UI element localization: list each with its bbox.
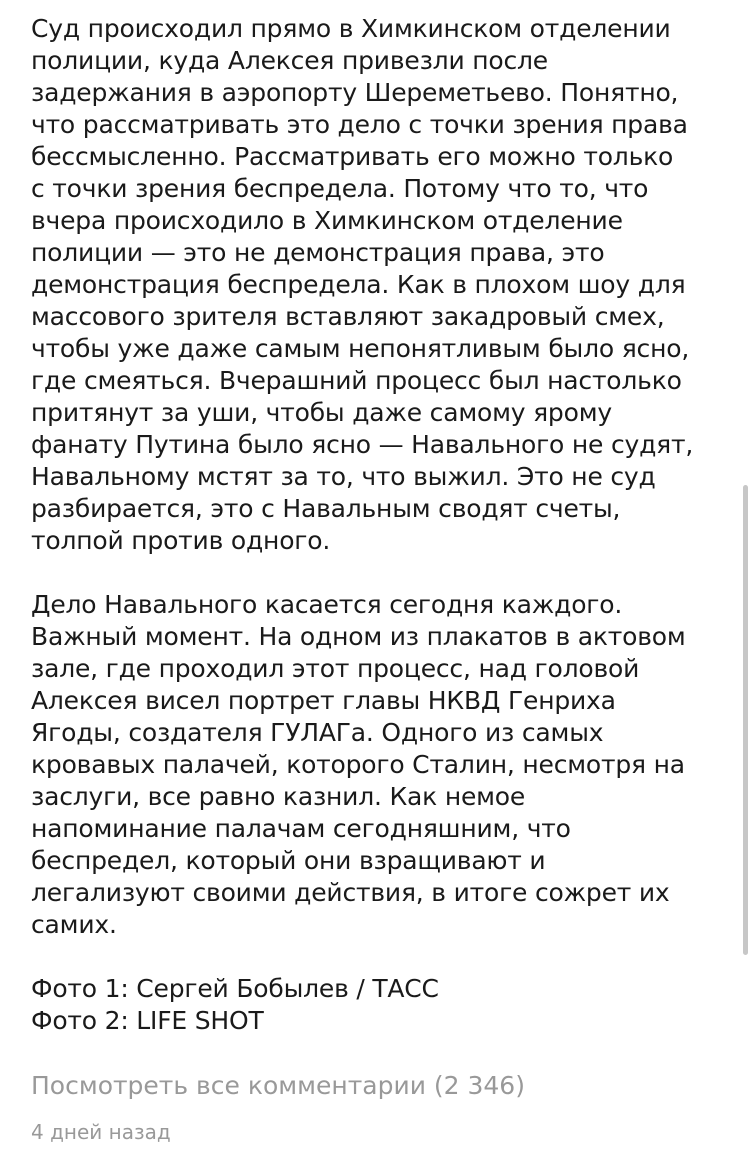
caption-line: демонстрация беспредела. Как в плохом шоу для xyxy=(31,270,686,299)
caption-line: Важный момент. На одном из плакатов в актовом xyxy=(31,622,686,651)
caption-line: толпой против одного. xyxy=(31,526,331,555)
caption-line: Ягоды, создателя ГУЛАГа. Одного из самых xyxy=(31,718,604,747)
paragraph-spacer xyxy=(31,941,731,973)
post-caption xyxy=(31,13,731,1037)
caption-line: напоминание палачам сегодняшним, что xyxy=(31,814,571,843)
caption-line: Дело Навального касается сегодня каждого. xyxy=(31,590,623,619)
caption-line: где смеяться. Вчерашний процесс был настолько xyxy=(31,366,682,395)
caption-line: фанату Путина было ясно — Навального не судят, xyxy=(31,430,694,459)
caption-line: Навальному мстят за то, что выжил. Это не суд xyxy=(31,462,656,491)
caption-line: заслуги, все равно казнил. Как немое xyxy=(31,782,526,811)
scrollbar-thumb[interactable] xyxy=(743,485,748,955)
caption-line: полиции — это не демонстрация права, это xyxy=(31,238,605,267)
caption-line: беспредел, который они взращивают и xyxy=(31,846,546,875)
photo-credit-1: Фото 1: Сергей Бобылев / ТАСС xyxy=(31,974,439,1003)
view-all-comments-link[interactable]: Посмотреть все комментарии (2 346) xyxy=(31,1071,525,1100)
caption-line: что рассматривать это дело с точки зрения права xyxy=(31,110,688,139)
caption-line: разбирается, это с Навальным сводят счеты, xyxy=(31,494,621,523)
photo-credits xyxy=(31,973,731,1037)
photo-credit-2: Фото 2: LIFE SHOT xyxy=(31,1006,264,1035)
caption-line: притянут за уши, чтобы даже самому ярому xyxy=(31,398,612,427)
caption-line: массового зрителя вставляют закадровый смех, xyxy=(31,302,665,331)
caption-line: самих. xyxy=(31,910,117,939)
caption-line: полиции, куда Алексея привезли после xyxy=(31,46,548,75)
paragraph-spacer xyxy=(31,557,731,589)
caption-line: задержания в аэропорту Шереметьево. Понятно, xyxy=(31,78,679,107)
caption-line: чтобы уже даже самым непонятливым было ясно, xyxy=(31,334,690,363)
caption-line: легализуют своими действия, в итоге сожрет их xyxy=(31,878,670,907)
caption-paragraph-1 xyxy=(31,13,731,557)
caption-line: Суд происходил прямо в Химкинском отделении xyxy=(31,14,671,43)
caption-line: вчера происходило в Химкинском отделение xyxy=(31,206,623,235)
caption-line: Алексея висел портрет главы НКВД Генриха xyxy=(31,686,616,715)
post-timestamp: 4 дней назад xyxy=(31,1120,171,1144)
caption-paragraph-2 xyxy=(31,589,731,941)
caption-line: с точки зрения беспредела. Потому что то, что xyxy=(31,174,649,203)
caption-line: кровавых палачей, которого Сталин, несмотря на xyxy=(31,750,685,779)
caption-line: зале, где проходил этот процесс, над головой xyxy=(31,654,640,683)
caption-line: бессмысленно. Рассматривать его можно только xyxy=(31,142,674,171)
